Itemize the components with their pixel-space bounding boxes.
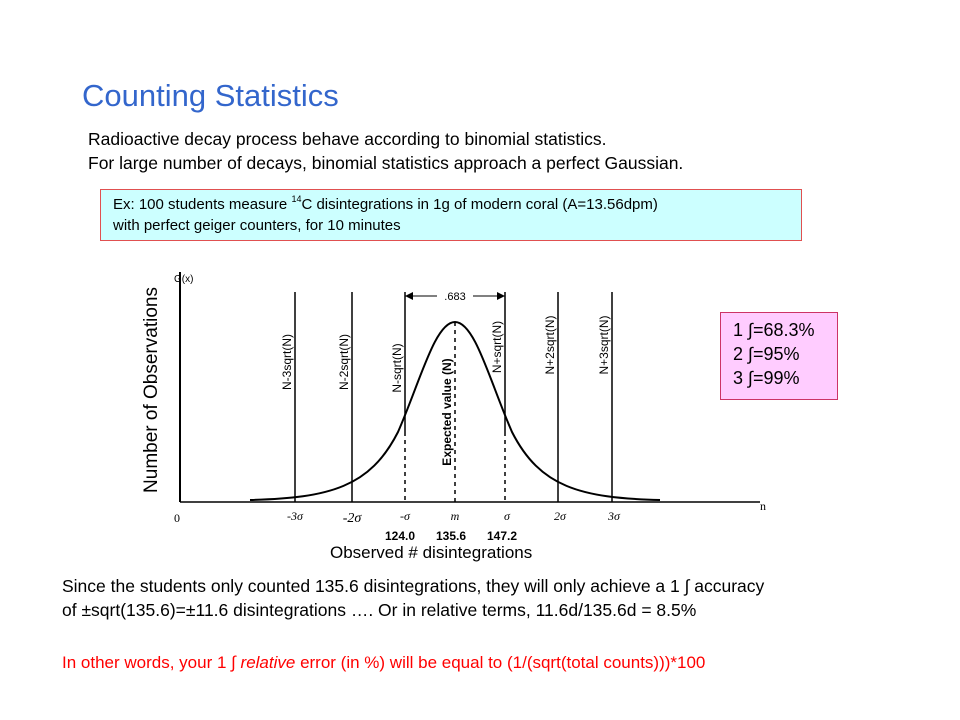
explanation-line-1: Since the students only counted 135.6 disintegrations, they will only achieve a 1 ∫ accuracy — [62, 576, 765, 596]
confidence-2sigma: 2 ∫=95% — [733, 344, 800, 364]
confidence-1sigma: 1 ∫=68.3% — [733, 320, 815, 340]
example-line-1: Ex: 100 students measure $^{14}$C disintegrations in 1g of modern coral (A=13.56dpm) — [113, 194, 658, 213]
bracket-label: .683 — [444, 291, 466, 303]
tick-mean: m — [450, 509, 460, 523]
tick-plus-2sigma: 2σ — [554, 509, 566, 523]
axis-zero: 0 — [174, 511, 180, 525]
axis-n: n — [760, 499, 766, 513]
label-n-minus-2sqrt: N-2sqrt(N) — [337, 334, 351, 390]
label-expected: Expected value (N) — [440, 358, 454, 466]
x-value-mean: 135.6 — [436, 529, 467, 543]
y-axis-label: Number of Observations — [141, 287, 162, 493]
label-n-plus-sqrt: N+sqrt(N) — [490, 320, 504, 374]
intro-line-2: For large number of decays, binomial statistics approach a perfect Gaussian. — [88, 153, 684, 173]
example-line-2: with perfect geiger counters, for 10 minutes — [113, 217, 401, 234]
bracket-arrow-right — [497, 292, 505, 300]
example-box — [100, 189, 802, 241]
label-n-plus-2sqrt: N+2sqrt(N) — [543, 315, 557, 375]
conclusion-text: In other words, your 1 ∫ relative error (in %) will be equal to (1/(sqrt(total counts)))*100 — [62, 653, 706, 672]
x-axis-label: Observed # disintegrations — [330, 543, 533, 562]
explanation-line-2: of ±sqrt(135.6)=±11.6 disintegrations …. Or in relative terms, 11.6d/135.6d = 8.5% — [62, 600, 697, 620]
gaussian-plot — [130, 262, 770, 528]
bracket-arrow-left — [405, 292, 413, 300]
tick-minus-3sigma: -3σ — [287, 509, 303, 523]
confidence-3sigma: 3 ∫=99% — [733, 368, 800, 388]
corner-label: G(x) — [174, 274, 194, 285]
label-n-minus-3sqrt: N-3sqrt(N) — [280, 334, 294, 390]
tick-minus-2sigma: -2σ — [342, 511, 362, 526]
tick-plus-3sigma: 3σ — [608, 509, 620, 523]
explanation-text — [62, 574, 764, 622]
intro-line-1: Radioactive decay process behave according to binomial statistics. — [88, 129, 607, 149]
conclusion-emphasis: relative — [240, 653, 296, 672]
slide-title: Counting Statistics — [82, 78, 339, 113]
tick-minus-sigma: -σ — [400, 509, 410, 523]
confidence-box — [720, 312, 838, 400]
tick-plus-sigma: σ — [504, 509, 510, 523]
x-value-high: 147.2 — [487, 529, 518, 543]
label-n-minus-sqrt: N-sqrt(N) — [390, 343, 404, 393]
intro-text — [88, 127, 683, 175]
label-n-plus-3sqrt: N+3sqrt(N) — [597, 315, 611, 375]
x-value-low: 124.0 — [385, 529, 416, 543]
